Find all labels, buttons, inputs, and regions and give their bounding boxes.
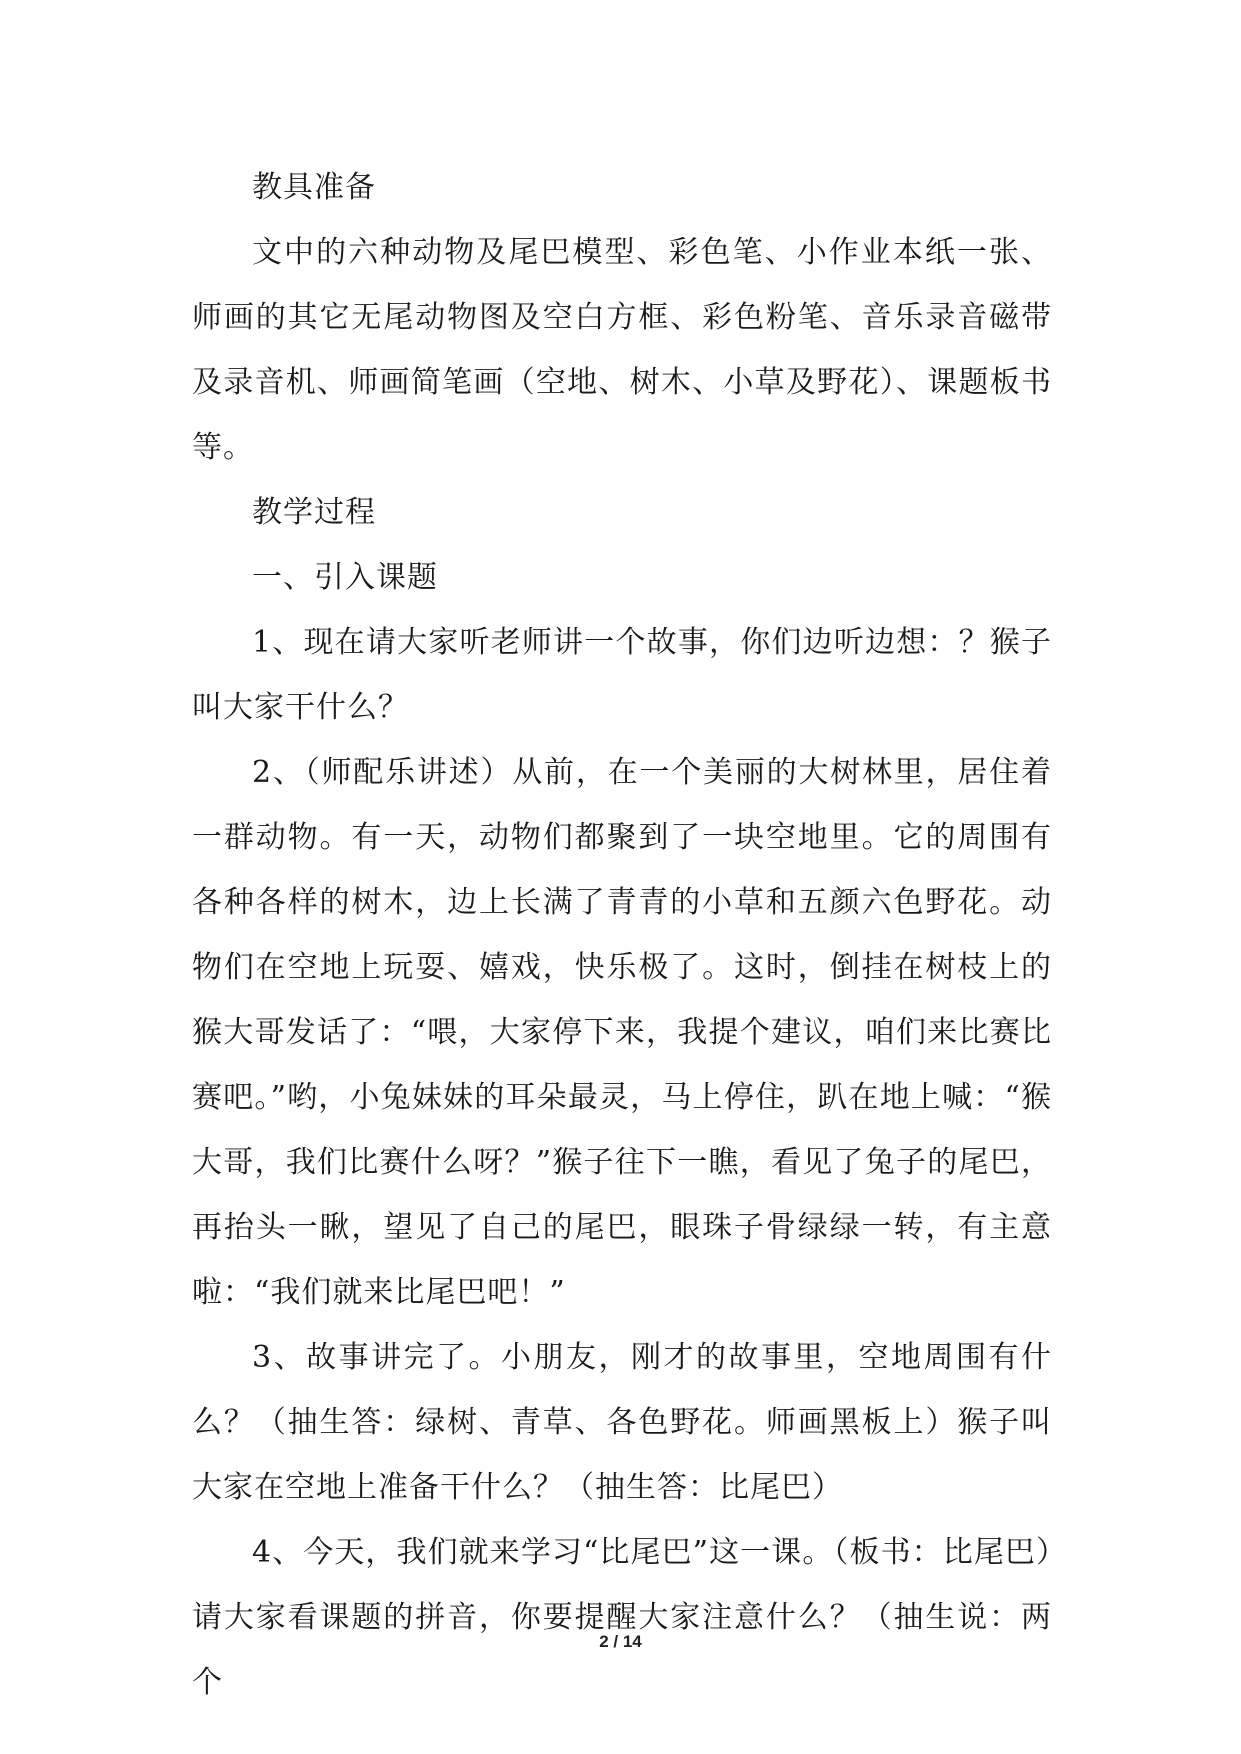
document-body [192,155,1052,1715]
heading-teaching-aids: 教具准备 [252,170,376,205]
heading-introduce-topic: 一、引入课题 [252,560,438,595]
paragraph-step-1: 1、现在请大家听老师讲一个故事，你们边听边想：？猴子叫大家干什么？ [192,625,1052,725]
heading-teaching-process: 教学过程 [252,495,376,530]
paragraph-step-3: 3、故事讲完了。小朋友，刚才的故事里，空地周围有什么？（抽生答：绿树、青草、各色野花。师画黑板上）猴子叫大家在空地上准备干什么？（抽生答：比尾巴） [192,1340,1052,1505]
page-number: 2 / 14 [599,1632,642,1651]
paragraph-step-2: 2、（师配乐讲述）从前，在一个美丽的大树林里，居住着一群动物。有一天，动物们都聚到了一块空地里。它的周围有各种各样的树木，边上长满了青青的小草和五颜六色野花。动物们在空地上玩耍、嬉戏，快乐极了。这时，倒挂在树枝上的猴大哥发话了：“喂，大家停下来，我提个建议，咱们来比赛比赛吧。”哟，小兔妹妹的耳朵最灵，马上停住，趴在地上喊：“猴大哥，我们比赛什么呀？”猴子往下一瞧，看见了兔子的尾巴，再抬头一瞅，望见了自己的尾巴，眼珠子骨绿绿一转，有主意啦：“我们就来比尾巴吧！” [192,755,1052,1310]
paragraph-step-4: 4、今天，我们就来学习“比尾巴”这一课。（板书：比尾巴）请大家看课题的拼音，你要提醒大家注意什么？（抽生说：两个 [192,1535,1052,1700]
paragraph-teaching-aids-list: 文中的六种动物及尾巴模型、彩色笔、小作业本纸一张、师画的其它无尾动物图及空白方框、彩色粉笔、音乐录音磁带及录音机、师画简笔画（空地、树木、小草及野花）、课题板书等。 [192,235,1052,465]
